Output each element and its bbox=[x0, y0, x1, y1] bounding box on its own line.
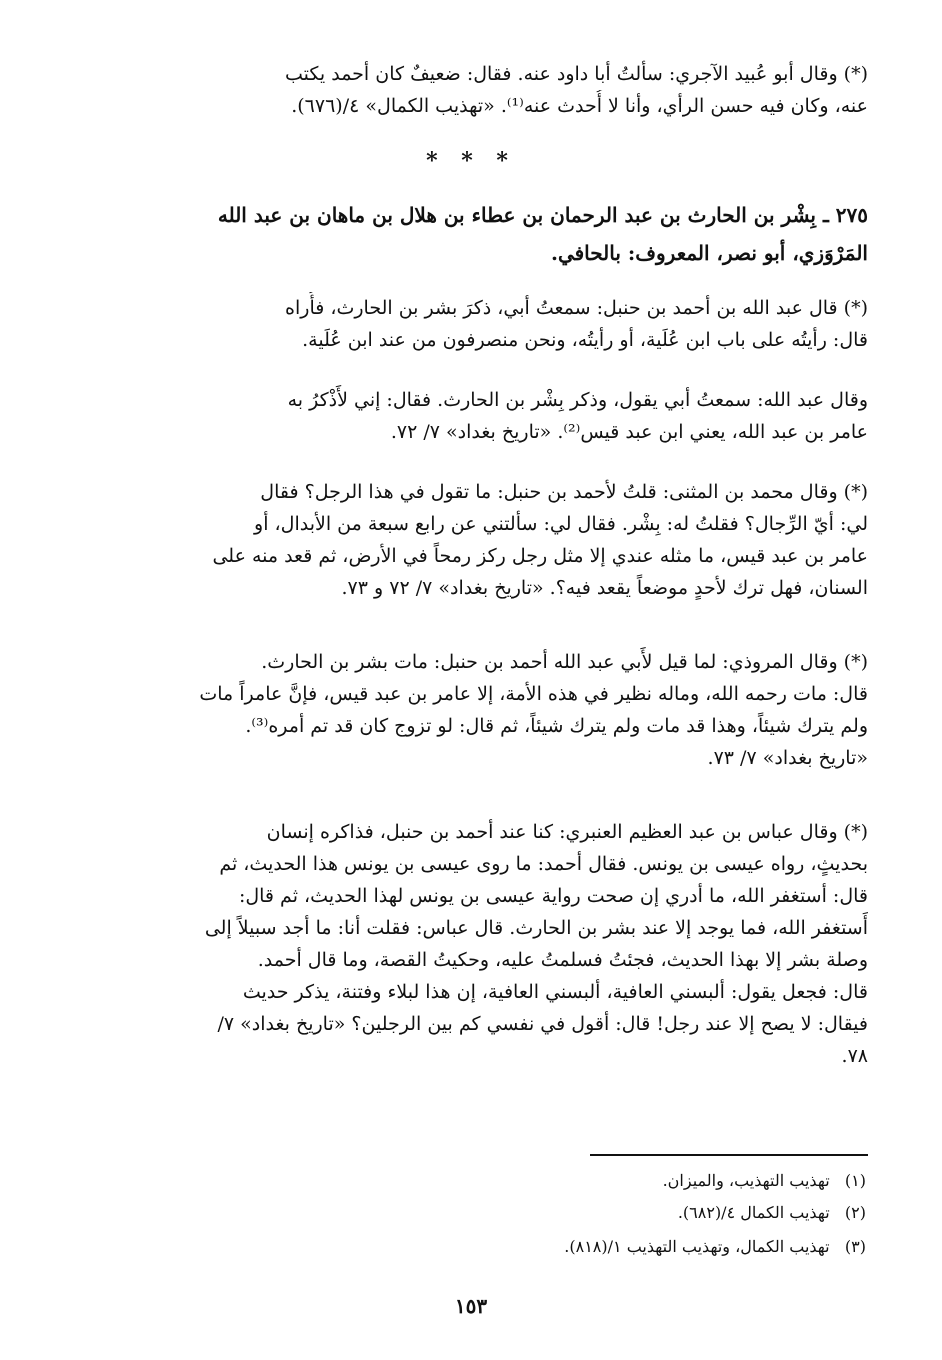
paragraph-abbas-anbari bbox=[88, 816, 868, 1072]
footnote bbox=[400, 1168, 866, 1194]
text-line: أَستغفر الله، فما يوجد إلا عند بشر بن الحارث. قال عباس: فقلت أنا: ما أجد سبيلاً إلى bbox=[204, 917, 868, 939]
text-line: قال: مات رحمه الله، وماله نظير في هذه الأمة، إلا عامر بن عبد قيس، فإنَّ عامراً مات bbox=[199, 683, 868, 705]
text-line: قال: فجعل يقول: ألبسني العافية، ألبسني العافية، إن هذا لبلاء وفتنة، يذكر حديث bbox=[242, 981, 868, 1003]
text-line: عامر بن عبد قيس، ما مثله عندي إلا مثل رجل ركز رمحاً في الأرض، ثم قعد منه على bbox=[212, 545, 868, 567]
text-line: (*) وقال محمد بن المثنى: قلتُ لأحمد بن حنبل: ما تقول في هذا الرجل؟ فقال bbox=[260, 481, 868, 503]
footnote-text: تهذيب الكمال ٤/(٦٨٢). bbox=[677, 1203, 830, 1222]
text-line: (*) وقال المروذي: لما قيل لأَبي عبد الله أحمد بن حنبل: مات بشر بن الحارث. bbox=[261, 651, 868, 673]
paragraph-marwazi bbox=[88, 646, 868, 774]
text-line: «تاريخ بغداد» ٧/ ٧٣. bbox=[707, 747, 868, 769]
footnote-number: (٣) bbox=[844, 1237, 866, 1256]
footnote-number: (١) bbox=[844, 1171, 866, 1190]
heading-line: ٢٧٥ ـ بِشْر بن الحارث بن عبد الرحمان بن عطاء بن هلال بن ماهان بن عبد الله bbox=[217, 203, 868, 227]
text-line: لي: أيّ الرِّجال؟ فقلتُ له: بِشْر. فقال لي: سألتني عن رابع سبعة من الأبدال، أو bbox=[254, 513, 868, 535]
text-line: قال: أستغفر الله، ما أدري إن صحت رواية عيسى بن يونس لهذا الحديث، ثم قال: bbox=[238, 885, 868, 907]
footnote bbox=[400, 1234, 866, 1260]
text-line: عامر بن عبد الله، يعني ابن عبد قيس⁽²⁾. «تاريخ بغداد» ٧/ ٧٢. bbox=[390, 421, 868, 443]
text-line: عنه، وكان فيه حسن الرأي، وأنا لا أُحدث عنه⁽¹⁾. «تهذيب الكمال» ٤/(٦٧٦). bbox=[291, 95, 868, 117]
text-line: بحديثٍ، رواه عيسى بن يونس. فقال أحمد: ما روى عيسى بن يونس هذا الحديث، ثم bbox=[219, 853, 868, 875]
paragraph-muhammad-muthanna bbox=[88, 476, 868, 604]
text-line: وقال عبد الله: سمعتُ أبي يقول، وذكر بِشْر بن الحارث. فقال: إني لأَذْكرُ به bbox=[287, 389, 868, 411]
footnote bbox=[400, 1200, 866, 1226]
paragraph-abdullah-ahmad bbox=[88, 292, 868, 356]
text-line: (*) وقال عباس بن عبد العظيم العنبري: كنا عند أحمد بن حنبل، فذاكره إنسان bbox=[266, 821, 868, 843]
section-separator: * * * bbox=[426, 148, 516, 174]
paragraph-abdullah-said bbox=[88, 384, 868, 448]
text-line: (*) قال عبد الله بن أحمد بن حنبل: سمعتُ أبي، ذكرَ بشر بن الحارث، فأُراه bbox=[285, 297, 868, 319]
footnote-number: (٢) bbox=[844, 1203, 866, 1222]
paragraph-ajurri-quote bbox=[88, 58, 868, 122]
text-line: ولم يترك شيئاً، وهذا قد مات ولم يترك شيئاً، ثم قال: لو تزوج كان قد تم أمره⁽³⁾. bbox=[245, 715, 868, 737]
entry-heading bbox=[88, 196, 868, 272]
text-line: (*) وقال أبو عُبيد الآجري: سألتُ أبا داود عنه. فقال: ضعيفٌ كان أحمد يكتب bbox=[285, 63, 868, 85]
text-line: وصلة بشر إلا بهذا الحديث، فجئتُ فسلمتُ عليه، وحكيتُ القصة، وما قال أحمد. bbox=[257, 949, 868, 971]
text-line: ٧٨. bbox=[841, 1045, 868, 1067]
text-line: فيقال: لا يصح إلا عند رجل! قال: أقول في نفسي كم بين الرجلين؟ «تاريخ بغداد» ٧/ bbox=[217, 1013, 868, 1035]
heading-line: المَرْوَزي، أبو نصر، المعروف: بالحافي. bbox=[550, 241, 868, 265]
page-number: ١٥٣ bbox=[454, 1294, 488, 1318]
text-line: قال: رأيتُه على باب ابن عُلَية، أو رأيتُه، ونحن منصرفون من عند ابن عُلَية. bbox=[302, 329, 868, 351]
footnote-text: تهذيب الكمال، وتهذيب التهذيب ١/(٨١٨). bbox=[564, 1237, 830, 1256]
footnote-text: تهذيب التهذيب، والميزان. bbox=[662, 1171, 830, 1190]
text-line: السنان، فهل ترك لأحدٍ موضعاً يقعد فيه؟. «تاريخ بغداد» ٧/ ٧٢ و ٧٣. bbox=[341, 577, 868, 599]
footnote-rule bbox=[590, 1154, 868, 1156]
